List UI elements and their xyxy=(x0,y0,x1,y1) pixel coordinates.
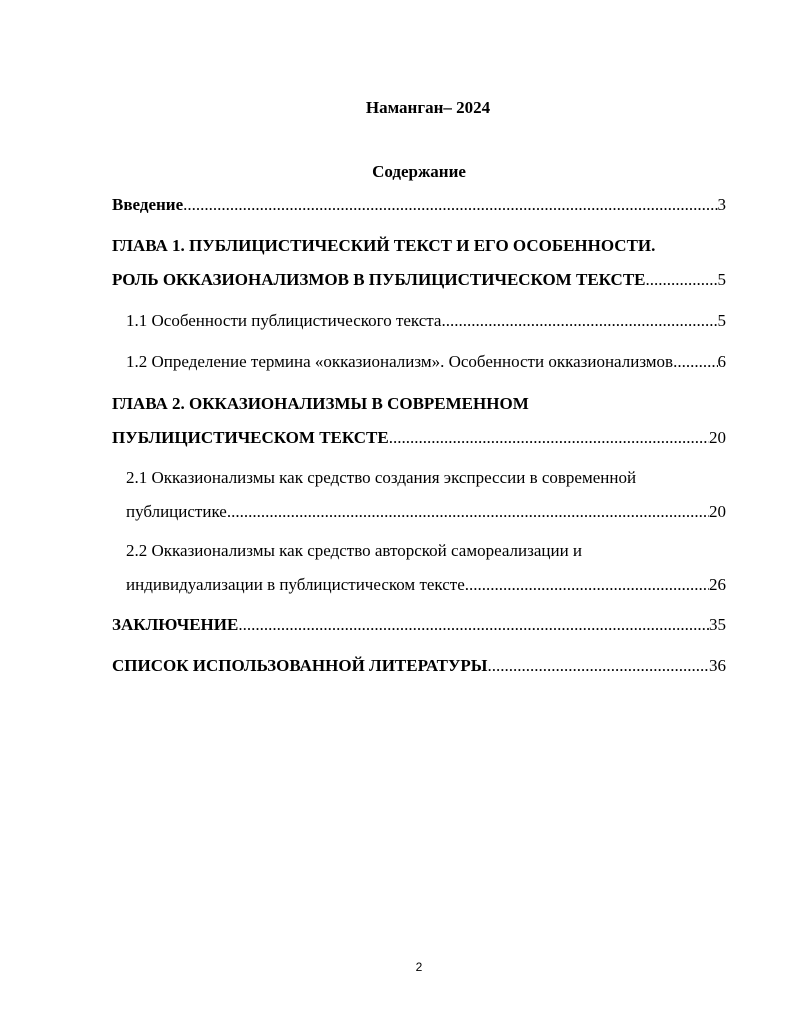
toc-entry-section-1-1[interactable] xyxy=(126,304,726,338)
city-year-heading: Наманган– 2024 xyxy=(365,98,491,117)
toc-leader-dots xyxy=(227,495,709,529)
toc-entry-section-2-2[interactable] xyxy=(126,534,726,602)
toc-entry-label: 1.1 Особенности публицистического текста xyxy=(126,311,442,330)
toc-entry-references[interactable] xyxy=(112,649,726,683)
toc-page-number: 20 xyxy=(709,428,726,447)
toc-page-number: 26 xyxy=(709,575,726,594)
toc-entry-label: 1.2 Определение термина «окказионализм». Особенности окказионализмов xyxy=(126,352,674,371)
toc-leader-dots xyxy=(183,188,717,222)
toc-entry-section-1-2[interactable] xyxy=(126,345,726,379)
toc-entry-label-line2: РОЛЬ ОККАЗИОНАЛИЗМОВ В ПУБЛИЦИСТИЧЕСКОМ ТЕКСТЕ xyxy=(112,270,646,289)
toc-entry-introduction[interactable] xyxy=(112,188,726,222)
toc-page-number: 35 xyxy=(709,615,726,634)
toc-entry-label-line2: индивидуализации в публицистическом тексте xyxy=(126,575,465,594)
toc-entry-label: ЗАКЛЮЧЕНИЕ xyxy=(112,615,239,634)
page-number-footer: 2 xyxy=(415,960,423,974)
toc-page-number: 20 xyxy=(709,502,726,521)
toc-entry-chapter-1[interactable] xyxy=(112,229,726,297)
toc-entry-label: СПИСОК ИСПОЛЬЗОВАННОЙ ЛИТЕРАТУРЫ xyxy=(112,656,488,675)
toc-page-number: 36 xyxy=(709,656,726,675)
toc-entry-label-line1: 2.1 Окказионализмы как средство создания экспрессии в современной xyxy=(126,468,637,487)
toc-leader-dots xyxy=(441,304,717,338)
toc-leader-dots xyxy=(646,263,718,297)
toc-entry-label-line2: публицистике xyxy=(126,502,227,521)
toc-page-number: 3 xyxy=(717,195,726,214)
toc-entry-label-line1: ГЛАВА 2. ОККАЗИОНАЛИЗМЫ В СОВРЕМЕННОМ xyxy=(112,394,529,413)
toc-entry-chapter-2[interactable] xyxy=(112,387,726,455)
toc-entry-conclusion[interactable] xyxy=(112,608,726,642)
toc-entry-label-line1: 2.2 Окказионализмы как средство авторской самореализации и xyxy=(126,541,583,560)
toc-page-number: 5 xyxy=(717,270,726,289)
toc-leader-dots xyxy=(673,345,717,379)
toc-entry-section-2-1[interactable] xyxy=(126,461,726,529)
toc-leader-dots xyxy=(488,649,710,683)
toc-page-number: 5 xyxy=(717,311,726,330)
toc-page-number: 6 xyxy=(717,352,726,371)
toc-leader-dots xyxy=(238,608,709,642)
toc-entry-label: Введение xyxy=(112,195,184,214)
toc-entry-label-line2: ПУБЛИЦИСТИЧЕСКОМ ТЕКСТЕ xyxy=(112,428,389,447)
toc-entry-label-line1: ГЛАВА 1. ПУБЛИЦИСТИЧЕСКИЙ ТЕКСТ И ЕГО ОСОБЕННОСТИ. xyxy=(112,236,656,255)
toc-title: Содержание xyxy=(372,162,466,181)
toc-leader-dots xyxy=(389,421,709,455)
toc-leader-dots xyxy=(465,568,709,602)
